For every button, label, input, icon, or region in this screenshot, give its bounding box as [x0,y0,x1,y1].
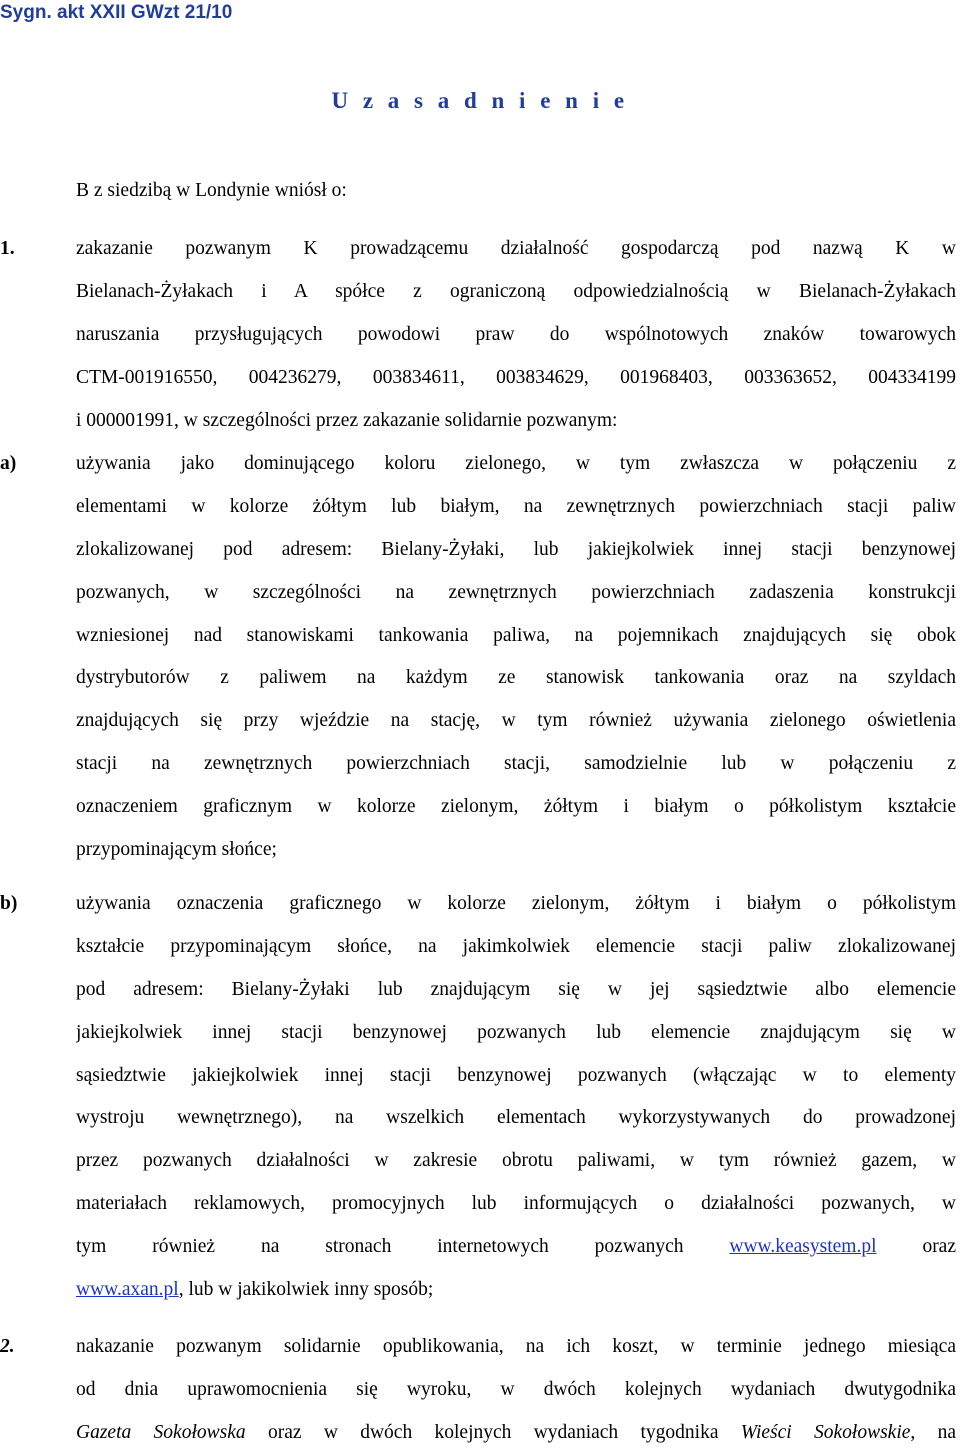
point-b-line: materiałach reklamowych, promocyjnych lub informujących o działalności pozwanych, w [76,1193,956,1215]
point-a-line: pozwanych, w szczególności na zewnętrznych powierzchniach zadaszenia konstrukcji [76,581,956,603]
point-1-line: i 000001991, w szczególności przez zakazanie solidarnie pozwanym: [76,409,618,431]
point-a-line: przypominającym słońce; [76,839,277,861]
point-2-line: od dnia uprawomocnienia się wyroku, w dwóch kolejnych wydaniach dwutygodnika [76,1378,956,1400]
point-1-marker: 1. [0,238,15,259]
point-1-line: CTM-001916550, 004236279, 003834611, 003834629, 001968403, 003363652, 004334199 [76,366,956,388]
point-a-line: wzniesionej nad stanowiskami tankowania paliwa, na pojemnikach znajdujących się obok [76,624,956,646]
case-signature: Sygn. akt XXII GWzt 21/10 [0,2,233,23]
point-a-text [76,443,956,872]
point-a-line: stacji na zewnętrznych powierzchniach stacji, samodzielnie lub w połączeniu z [76,753,956,775]
point-a-line: dystrybutorów z paliwem na każdym ze stanowisk tankowania oraz na szyldach [76,667,956,689]
point-2-text [76,1326,956,1455]
point-b-line: sąsiedztwie jakiejkolwiek innej stacji benzynowej pozwanych (włączając w to elementy [76,1064,956,1086]
point-a-line: znajdujących się przy wjeździe na stację, w tym również używania zielonego oświetlenia [76,710,956,732]
point-2-line: nakazanie pozwanym solidarnie opublikowania, na ich koszt, w terminie jednego miesiąca [76,1336,956,1357]
point-a-line: elementami w kolorze żółtym lub białym, na zewnętrznych powierzchniach stacji paliw [76,495,956,517]
axan-link[interactable]: www.axan.pl [76,1279,179,1301]
point-2-line-text: , na [910,1421,956,1443]
point-b-line [76,1269,956,1312]
point-1-line: Bielanach-Żyłakach i A spółce z ograniczoną odpowiedzialnością w Bielanach-Żyłakach [76,280,956,302]
keasystem-link[interactable]: www.keasystem.pl [729,1236,877,1258]
point-b-line-text: tym również na stronach internetowych pozwanych [76,1236,684,1258]
point-b-line [76,1226,956,1269]
point-b-line: kształcie przypominającym słońce, na jakimkolwiek elemencie stacji paliw zlokalizowanej [76,935,956,957]
point-b-line: pod adresem: Bielany-Żyłaki lub znajdującym się w jej sąsiedztwie albo elemencie [76,978,956,1000]
wiesci-title: Wieści Sokołowskie [740,1421,911,1443]
intro-text: B z siedzibą w Londynie wniósł o: [76,180,347,201]
point-1-line: zakazanie pozwanym K prowadzącemu działalność gospodarczą pod nazwą K w [76,238,956,259]
point-2-line-text: oraz w dwóch kolejnych wydaniach tygodnika [267,1421,719,1443]
point-a-line: oznaczeniem graficznym w kolorze zielonym, żółtym i białym o półkolistym kształcie [76,796,956,818]
point-b-line-text: oraz [922,1236,956,1258]
point-2-marker: 2. [0,1336,15,1357]
point-b-line: jakiejkolwiek innej stacji benzynowej pozwanych lub elemencie znajdującym się w [76,1021,956,1043]
point-b-line-text: , lub w jakikolwiek inny sposób; [178,1279,434,1301]
point-1-text [76,228,956,442]
point-a-line: używania jako dominującego koloru zielonego, w tym zwłaszcza w połączeniu z [76,453,956,474]
point-b-line: używania oznaczenia graficznego w kolorze zielonym, żółtym i białym o półkolistym [76,893,956,914]
point-a-line: zlokalizowanej pod adresem: Bielany-Żyłaki, lub jakiejkolwiek innej stacji benzynowej [76,538,956,560]
point-b-text [76,883,956,1312]
point-2-line [76,1412,956,1455]
point-1-line: naruszania przysługujących powodowi praw do wspólnotowych znaków towarowych [76,323,956,345]
point-b-marker: b) [0,893,18,914]
point-b-line: wystroju wewnętrznego), na wszelkich elementach wykorzystywanych do prowadzonej [76,1107,956,1129]
point-a-marker: a) [0,453,17,474]
point-b-line: przez pozwanych działalności w zakresie obrotu paliwami, w tym również gazem, w [76,1150,956,1172]
document-title: U z a s a d n i e n i e [331,88,629,113]
gazeta-title: Gazeta Sokołowska [76,1421,246,1443]
